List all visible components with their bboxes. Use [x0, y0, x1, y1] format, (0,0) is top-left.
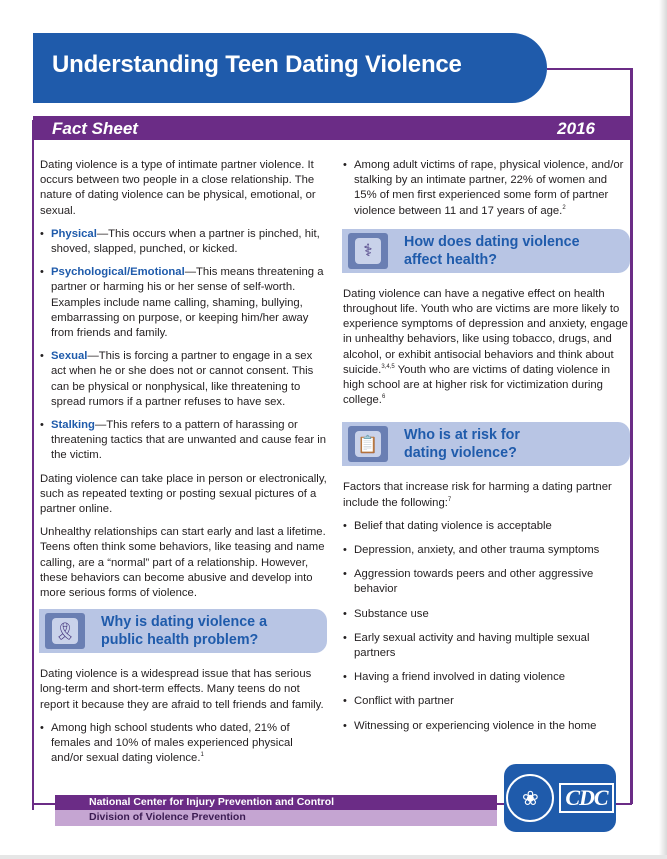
section-heading-health: [404, 233, 580, 269]
stat-text: Among adult victims of rape, physical violence, and/or stalking by an intimate partner, 22% of women and 15% of men first experienced some form of partner violence between 11 and 17 years of age.: [354, 159, 624, 217]
page-title: Understanding Teen Dating Violence: [52, 51, 462, 78]
health-text-a: Dating violence can have a negative effect on health throughout life. Youth who are victims are more likely to experience symptoms of depression and anxiety, engage in unhealthy behaviors, like using tobacco, drugs, and alcohol, or exhibit antisocial behaviors and think about suicide.: [343, 287, 628, 376]
heading-line-2: affect health?: [404, 251, 497, 268]
section-heading-risk: [404, 426, 520, 462]
list-item: • Belief that dating violence is acceptable: [343, 519, 630, 534]
list-item: • Early sexual activity and having multiple sexual partners: [343, 631, 630, 661]
cdc-logo-icon: CDC: [559, 783, 613, 813]
page-edge-shadow-bottom: [0, 855, 667, 859]
title-rule: [547, 68, 633, 70]
list-item: • Depression, anxiety, and other trauma symptoms: [343, 543, 630, 558]
section-icon-box: [348, 426, 388, 462]
definition-sexual: —This is forcing a partner to engage in a sex act when he or she does not or cannot consent. This can be physical or nonphysical, like threatening to spread rumors if a partner refuses to have sex.: [51, 350, 314, 408]
term-stalking: Stalking: [51, 419, 95, 432]
adult-victims-list: [343, 158, 630, 219]
ribbon-icon: 🎗: [52, 618, 78, 644]
risk-factors-list: [343, 519, 630, 734]
page-border-right: [630, 68, 633, 804]
term-physical: Physical: [51, 227, 97, 240]
footnote-ref: 1: [200, 752, 204, 759]
list-item-stat-high-school: [40, 721, 327, 767]
fact-sheet-year: 2016: [557, 119, 595, 138]
heading-line-1: Who is at risk for: [404, 427, 520, 444]
list-item: • Substance use: [343, 607, 630, 622]
footer-center-bar: [55, 795, 497, 810]
heading-line-2: dating violence?: [404, 445, 517, 462]
term-psychological: Psychological/Emotional: [51, 266, 185, 279]
list-item: • Witnessing or experiencing violence in the home: [343, 719, 630, 734]
section-heading-public-health: [101, 613, 267, 649]
list-item: • Aggression towards peers and other aggressive behavior: [343, 567, 630, 597]
hhs-eagle-seal-icon: ❀: [506, 774, 554, 822]
stat-text: Among high school students who dated, 21% of females and 10% of males experienced physical and/or sexual dating violence.: [51, 721, 293, 765]
footnote-ref: 7: [447, 496, 452, 503]
section-header-risk: [342, 422, 630, 466]
section-header-public-health: [39, 609, 327, 653]
right-column: [343, 158, 630, 743]
risk-intro-text: Factors that increase risk for harming a dating partner include the following:: [343, 481, 612, 509]
stethoscope-icon: ⚕: [355, 238, 381, 264]
list-item-stalking: [40, 418, 327, 464]
intro-paragraph: Dating violence is a type of intimate partner violence. It occurs between two people in a close relationship. The nature of dating violence can be physical, emotional, or sexual.: [40, 159, 316, 217]
page-border-left: [32, 120, 34, 810]
definition-stalking: —This refers to a pattern of harassing or threatening tactics that are unwanted and cause fear in the victim.: [51, 419, 327, 462]
page-edge-shadow: [659, 0, 667, 859]
heading-line-2: public health problem?: [101, 632, 259, 649]
heading-line-1: Why is dating violence a: [101, 614, 268, 631]
list-item-physical: [40, 227, 327, 257]
fact-sheet-label: Fact Sheet: [52, 119, 138, 138]
list-item-stat-adult: [343, 158, 630, 219]
list-item-sexual: [40, 349, 327, 410]
heading-line-1: How does dating violence: [404, 233, 580, 250]
left-column: [40, 158, 327, 775]
public-health-stats-list: [40, 721, 327, 767]
term-sexual: Sexual: [51, 350, 88, 363]
list-item-psychological: [40, 265, 327, 341]
footnote-ref: 2: [562, 204, 566, 211]
footer-center-name: National Center for Injury Prevention and Control: [89, 796, 335, 808]
risk-intro-paragraph: [343, 480, 630, 510]
violence-types-list: [40, 227, 327, 464]
definition-physical: —This occurs when a partner is pinched, hit, shoved, slapped, punched, or kicked.: [51, 227, 320, 256]
widespread-issue-paragraph: Dating violence is a widespread issue that has serious long-term and short-term effects. Many teens do not report it because they are afraid to tell friends and family.: [40, 668, 324, 711]
footer-division-bar: [55, 810, 497, 826]
document-person-icon: 📋: [355, 431, 381, 457]
footer-division-name: Division of Violence Prevention: [89, 811, 246, 823]
footnote-ref: 6: [381, 394, 386, 401]
list-item: • Conflict with partner: [343, 694, 630, 709]
unhealthy-relationships-paragraph: Unhealthy relationships can start early and last a lifetime. Teens often think some behaviors, like teasing and name calling, are a “normal” part of a relationship. However, these behaviors can become abusive and develop into more serious forms of violence.: [40, 526, 326, 600]
health-text-b: Youth who are victims of dating violence in high school are at higher risk for victimization during college.: [343, 363, 611, 407]
section-icon-box: [348, 233, 388, 269]
electronic-paragraph: Dating violence can take place in person or electronically, such as repeated texting or posting sexual pictures of a partner online.: [40, 472, 327, 516]
cdc-logo-block: [504, 764, 616, 832]
section-icon-box: [45, 613, 85, 649]
list-item: • Having a friend involved in dating violence: [343, 670, 630, 685]
footnote-ref: 3,4,5: [381, 364, 395, 371]
section-header-health: [342, 229, 630, 273]
health-paragraph: [343, 287, 630, 409]
definition-psychological: —This means threatening a partner or harming his or her sense of self-worth. Examples include name calling, shaming, bullying, embarrassing on purpose, or keeping him/her away from friends and family.: [51, 266, 324, 340]
